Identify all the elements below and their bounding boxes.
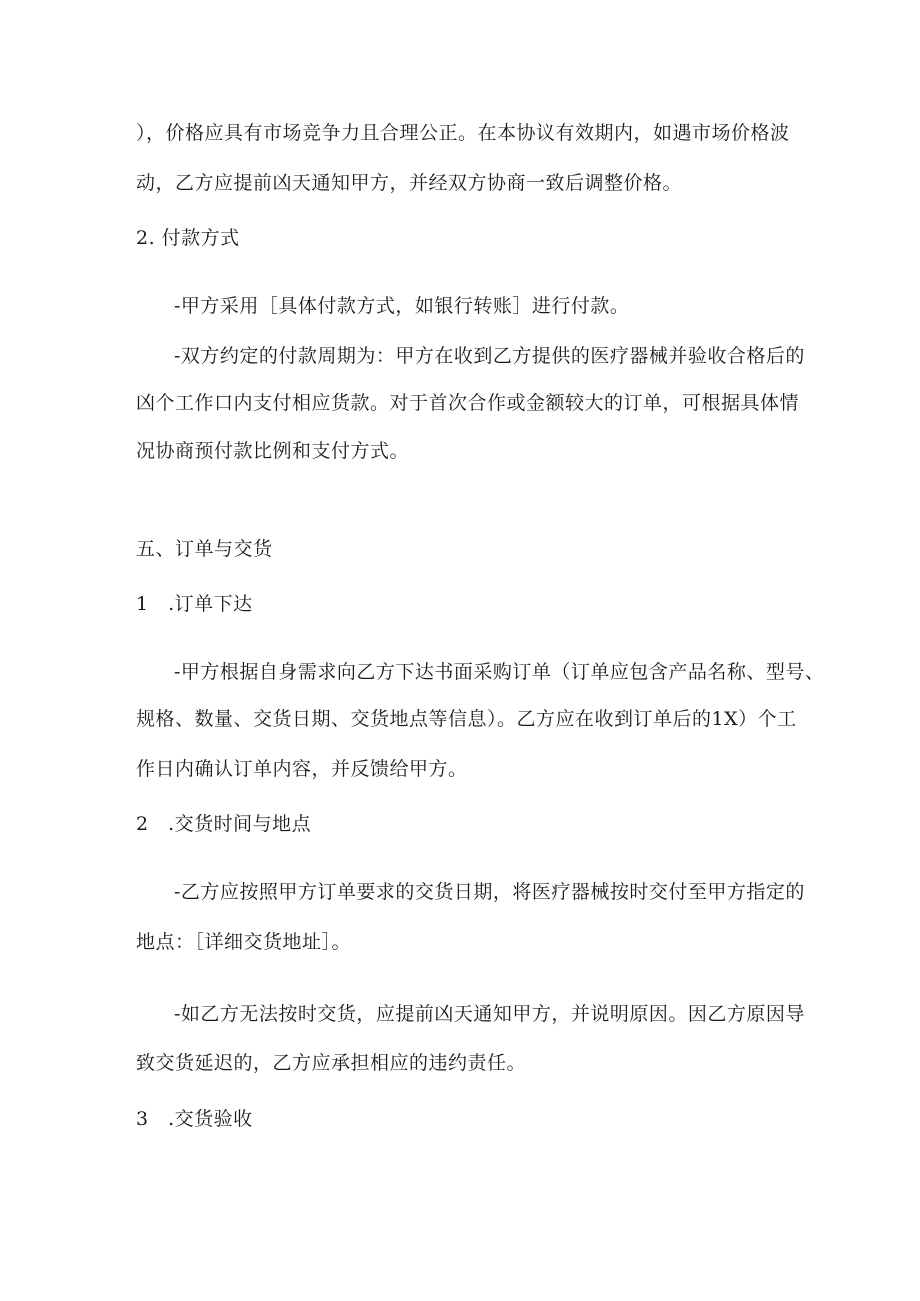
paragraph-price-line-1: ），价格应具有市场竞争力且合理公正。在本协议有效期内，如遇市场价格波: [136, 122, 790, 144]
paragraph-delay-line-2: 致交货延迟的，乙方应承担相应的违约责任。: [136, 1052, 527, 1074]
paragraph-payment-way: -甲方采用［具体付款方式，如银行转账］进行付款。: [174, 295, 630, 317]
paragraph-delay-line-1: -如乙方无法按时交货，应提前凶天通知甲方，并说明原因。因乙方原因导: [174, 1003, 805, 1025]
heading-payment-method: 2. 付款方式: [136, 227, 240, 249]
paragraph-order-line-2: 规格、数量、交货日期、交货地点等信息）。乙方应在收到订单后的1X）个工: [136, 708, 797, 730]
paragraph-payment-cycle-line-2: 凶个工作口内支付相应货款。对于首次合作或金额较大的订单，可根据具体情: [136, 392, 800, 414]
paragraph-payment-cycle-line-3: 况协商预付款比例和支付方式。: [136, 440, 410, 462]
heading-delivery-time-place: 2 .交货时间与地点: [136, 813, 312, 835]
paragraph-price-line-2: 动，乙方应提前凶天通知甲方，并经双方协商一致后调整价格。: [136, 172, 683, 194]
paragraph-order-line-3: 作日内确认订单内容，并反馈给甲方。: [136, 758, 468, 780]
paragraph-payment-cycle-line-1: -双方约定的付款周期为：甲方在收到乙方提供的医疗器械并验收合格后的: [174, 345, 805, 367]
paragraph-delivery-line-1: -乙方应按照甲方订单要求的交货日期，将医疗器械按时交付至甲方指定的: [174, 881, 805, 903]
section-heading-order-delivery: 五、订单与交货: [136, 538, 273, 560]
heading-delivery-acceptance: 3 .交货验收: [136, 1108, 253, 1130]
heading-order-placement: 1 .订单下达: [136, 593, 253, 615]
paragraph-delivery-line-2: 地点：［详细交货地址］。: [136, 931, 352, 953]
paragraph-order-line-1: -甲方根据自身需求向乙方下达书面采购订单（订单应包含产品名称、型号、: [174, 661, 825, 683]
